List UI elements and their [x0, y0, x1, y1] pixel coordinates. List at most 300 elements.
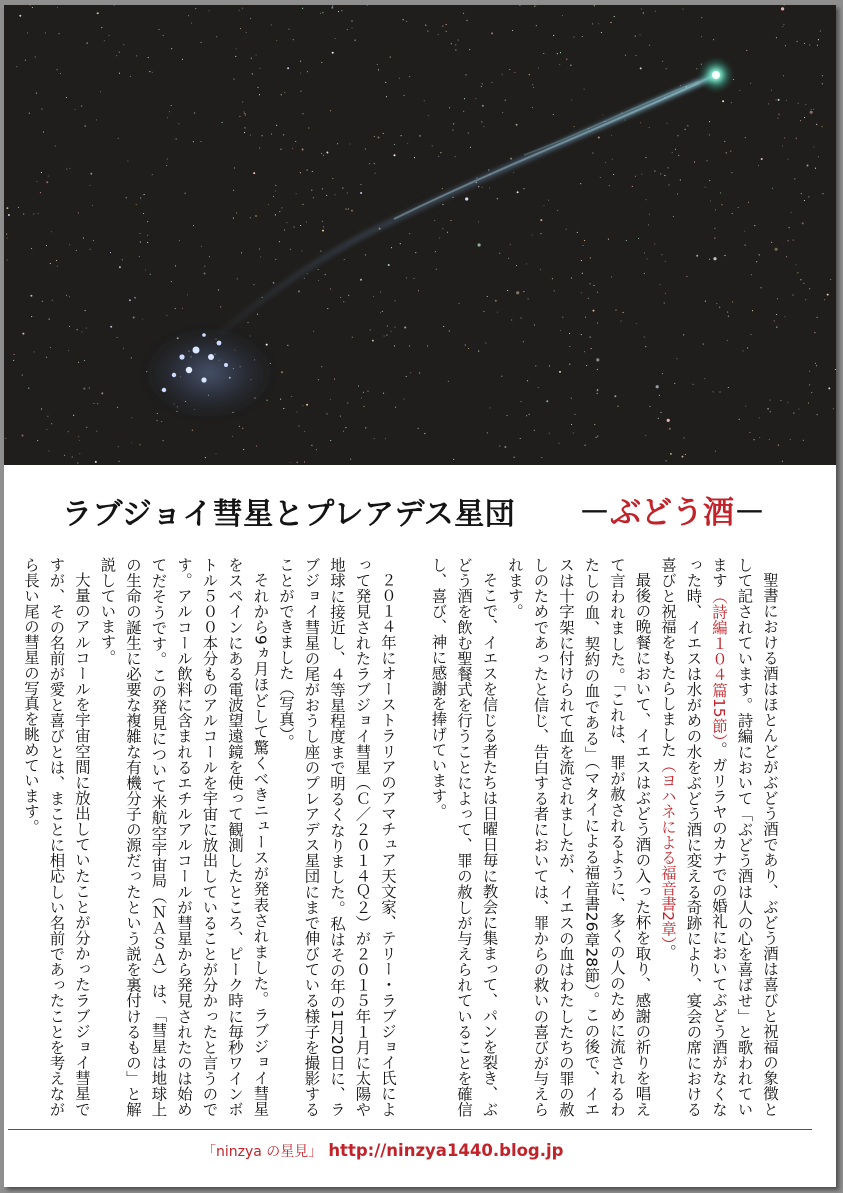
star — [306, 221, 307, 222]
star — [46, 245, 47, 246]
star — [719, 307, 720, 308]
star — [171, 105, 172, 106]
star — [90, 173, 92, 175]
star — [101, 27, 102, 28]
star — [311, 190, 312, 191]
star — [363, 392, 364, 393]
star — [302, 8, 303, 9]
star — [809, 371, 810, 372]
star — [739, 90, 740, 91]
star — [84, 360, 85, 361]
star — [240, 28, 241, 29]
star — [809, 384, 810, 385]
star — [279, 211, 280, 212]
star — [465, 197, 468, 200]
star — [463, 111, 464, 112]
star — [793, 240, 794, 241]
star — [117, 337, 118, 338]
star — [701, 36, 702, 37]
star — [645, 346, 646, 347]
star — [596, 358, 599, 361]
star — [701, 17, 702, 18]
star — [505, 100, 506, 101]
star — [453, 197, 454, 198]
star — [60, 73, 61, 74]
star — [406, 376, 407, 377]
star — [649, 127, 650, 128]
star — [680, 85, 681, 86]
star — [302, 204, 303, 205]
star — [822, 83, 823, 84]
star — [348, 208, 349, 209]
star — [796, 138, 797, 139]
star — [510, 158, 512, 160]
star — [478, 186, 479, 187]
star — [242, 8, 243, 9]
star — [809, 44, 810, 45]
star — [436, 269, 437, 270]
star — [77, 462, 78, 463]
star — [489, 407, 490, 408]
star — [768, 103, 769, 104]
star — [574, 414, 575, 415]
star — [615, 310, 616, 311]
star — [349, 143, 350, 144]
star — [123, 44, 124, 45]
star — [409, 345, 410, 346]
star — [581, 260, 582, 261]
star — [84, 125, 86, 127]
star — [40, 192, 41, 193]
star — [744, 231, 745, 232]
star — [811, 109, 812, 110]
star — [623, 312, 624, 313]
star — [507, 290, 508, 291]
star — [617, 406, 618, 407]
star — [581, 292, 582, 293]
star — [374, 136, 375, 137]
star — [660, 173, 661, 174]
star — [705, 301, 706, 302]
star — [818, 156, 819, 157]
star — [538, 387, 539, 388]
star — [516, 265, 517, 266]
star — [670, 453, 672, 455]
star — [721, 204, 722, 205]
star — [215, 453, 216, 454]
paragraph-6: 大量のアルコールを宇宙空間に放出していたことが分かったラブジョイ彗星ですが、その名前が愛と喜びとは、まことに相応しい名前であったことを考えながら長い尾の彗星の写真を眺めています。 — [22, 557, 91, 1117]
star — [46, 429, 47, 430]
star — [126, 197, 127, 198]
star — [69, 244, 70, 245]
star — [730, 151, 731, 152]
star — [327, 414, 328, 415]
star — [566, 59, 567, 60]
star — [304, 461, 305, 462]
star — [640, 67, 642, 69]
star — [46, 357, 47, 358]
star — [83, 388, 85, 390]
star — [182, 59, 183, 60]
star — [232, 436, 233, 437]
star — [101, 392, 103, 394]
star — [625, 55, 626, 56]
star — [759, 417, 760, 418]
star — [455, 44, 456, 45]
star — [167, 117, 168, 118]
star — [638, 238, 639, 239]
star — [466, 20, 467, 21]
star — [552, 278, 553, 279]
star — [351, 210, 353, 212]
star — [377, 64, 378, 65]
star — [714, 228, 715, 229]
star — [48, 450, 49, 451]
star — [566, 229, 567, 230]
star — [754, 225, 755, 226]
star — [672, 152, 673, 153]
star — [446, 31, 447, 32]
star — [442, 204, 443, 205]
star — [222, 122, 223, 123]
star — [166, 315, 167, 316]
star — [78, 212, 79, 213]
star — [442, 26, 443, 27]
star — [588, 298, 589, 299]
star — [139, 256, 140, 257]
star — [394, 144, 395, 145]
star — [761, 158, 763, 160]
star — [205, 457, 206, 458]
star — [635, 176, 636, 177]
star — [256, 54, 257, 55]
star — [654, 243, 655, 244]
star — [66, 169, 67, 170]
star — [475, 98, 476, 99]
star — [720, 192, 721, 193]
star — [523, 341, 524, 342]
star — [593, 310, 595, 312]
star — [369, 163, 370, 164]
star — [6, 234, 7, 235]
star — [25, 60, 26, 61]
star — [119, 266, 121, 268]
star — [801, 193, 802, 194]
star — [450, 220, 451, 221]
star — [256, 446, 257, 447]
star — [788, 240, 789, 241]
star — [553, 114, 554, 115]
star — [300, 73, 301, 74]
star — [815, 363, 816, 364]
star — [244, 112, 245, 113]
star — [250, 135, 251, 136]
star — [611, 276, 612, 277]
star — [209, 256, 210, 257]
star — [355, 39, 356, 40]
star — [782, 461, 783, 462]
star — [386, 96, 387, 97]
star — [714, 238, 715, 239]
star — [508, 258, 509, 259]
star — [794, 178, 795, 179]
star — [782, 145, 783, 146]
star — [468, 133, 469, 134]
star — [114, 5, 115, 6]
star — [193, 141, 194, 142]
star — [571, 398, 572, 399]
star — [363, 406, 364, 407]
star — [645, 435, 646, 436]
star — [662, 61, 663, 62]
star — [66, 295, 67, 296]
star — [370, 329, 371, 330]
star — [571, 278, 572, 279]
star — [620, 320, 621, 321]
star — [438, 34, 439, 35]
star — [783, 24, 784, 25]
star — [592, 23, 593, 24]
star — [281, 94, 282, 95]
star — [540, 269, 541, 270]
star — [771, 90, 772, 91]
star — [817, 317, 818, 318]
star — [384, 335, 385, 336]
document-title: ラブジョイ彗星とプレアデス星団 — [62, 497, 516, 532]
footer-divider — [8, 1129, 812, 1130]
star — [793, 413, 794, 414]
star — [73, 415, 74, 416]
star — [275, 214, 276, 215]
star — [220, 306, 221, 307]
star — [668, 184, 669, 185]
star — [533, 87, 534, 88]
star — [57, 7, 58, 8]
star — [147, 242, 148, 243]
star — [385, 438, 386, 439]
star — [824, 299, 825, 300]
star — [29, 113, 30, 114]
star — [540, 233, 541, 234]
star — [816, 365, 817, 366]
star — [243, 449, 244, 450]
star — [585, 445, 586, 446]
star — [300, 225, 301, 226]
star — [497, 312, 498, 313]
star — [644, 273, 645, 274]
star — [327, 308, 328, 309]
star — [182, 308, 183, 309]
star — [745, 137, 746, 138]
star — [451, 43, 452, 44]
star — [320, 251, 321, 252]
john-reference: （ヨハネによる福音書2章） — [659, 757, 677, 945]
star — [517, 191, 519, 193]
comet-photo — [4, 5, 836, 465]
star — [257, 314, 258, 315]
star — [326, 195, 327, 196]
star — [127, 160, 128, 161]
star — [724, 255, 725, 256]
star — [646, 199, 647, 200]
star — [136, 204, 137, 205]
star — [535, 4, 536, 5]
star — [296, 193, 297, 194]
star — [283, 408, 284, 409]
document-page — [4, 5, 836, 1187]
star — [49, 319, 50, 320]
star — [614, 395, 616, 397]
star — [307, 273, 308, 274]
star — [284, 230, 285, 231]
star — [520, 438, 521, 439]
star — [208, 10, 209, 11]
star — [246, 32, 247, 33]
star — [532, 84, 533, 85]
star — [534, 430, 535, 431]
star — [32, 7, 33, 8]
star — [800, 279, 801, 280]
star — [813, 146, 814, 147]
star — [85, 310, 86, 311]
star — [584, 89, 585, 90]
star — [413, 278, 414, 279]
star — [728, 316, 729, 317]
star — [526, 263, 527, 264]
star — [600, 177, 601, 178]
star — [506, 415, 507, 416]
star — [75, 109, 76, 110]
star — [149, 71, 150, 72]
star — [526, 415, 527, 416]
star — [404, 95, 405, 96]
star — [649, 406, 650, 407]
star — [6, 207, 8, 209]
star — [776, 327, 777, 328]
star — [306, 404, 308, 406]
star — [685, 129, 686, 130]
star — [538, 68, 539, 69]
star — [786, 100, 787, 101]
star — [69, 296, 70, 297]
star — [79, 440, 80, 441]
star — [343, 301, 344, 302]
star — [582, 36, 583, 37]
star — [163, 440, 164, 441]
star — [119, 52, 120, 53]
psalm-reference: （詩編１０４篇15節） — [710, 588, 728, 742]
star — [487, 432, 488, 433]
star — [237, 278, 238, 279]
star — [304, 278, 305, 279]
star — [373, 296, 374, 297]
blog-name: 「ninzya の星見」 — [202, 1144, 323, 1160]
star — [813, 109, 814, 110]
star — [611, 135, 612, 136]
star — [658, 418, 659, 419]
star — [585, 317, 586, 318]
star — [35, 56, 36, 57]
star — [302, 149, 304, 151]
star — [592, 153, 593, 154]
star — [166, 165, 167, 166]
star — [751, 274, 752, 275]
star — [732, 301, 733, 302]
star — [110, 252, 111, 253]
star — [394, 327, 395, 328]
star — [77, 329, 78, 330]
star — [680, 179, 681, 180]
star — [382, 311, 383, 312]
star — [601, 32, 602, 33]
star — [150, 274, 151, 275]
star — [569, 364, 570, 365]
star — [287, 345, 288, 346]
star — [394, 345, 395, 346]
star — [79, 453, 80, 454]
star — [833, 408, 834, 409]
star — [810, 111, 813, 114]
star — [96, 431, 97, 432]
star — [119, 461, 120, 462]
star — [391, 247, 392, 248]
star — [767, 408, 769, 410]
blog-url-link[interactable]: http://ninzya1440.blog.jp — [328, 1141, 564, 1160]
star — [491, 32, 493, 34]
star — [590, 337, 591, 338]
star — [594, 424, 595, 425]
subtitle-text: ぶどう酒 — [610, 495, 734, 531]
star — [419, 372, 420, 373]
star — [22, 375, 23, 376]
star — [709, 259, 710, 260]
star — [386, 335, 387, 336]
star — [140, 242, 141, 243]
star — [418, 428, 419, 429]
star — [6, 238, 7, 239]
star — [665, 293, 666, 294]
star — [201, 42, 202, 43]
star — [664, 302, 665, 303]
star — [519, 5, 520, 6]
star — [34, 351, 35, 352]
star — [322, 188, 323, 189]
star — [769, 439, 770, 440]
star — [771, 242, 772, 243]
star — [593, 285, 594, 286]
star — [716, 303, 717, 304]
star — [330, 399, 331, 400]
star — [455, 50, 456, 51]
star — [776, 314, 777, 315]
star — [432, 145, 433, 146]
star — [790, 439, 791, 440]
star — [262, 135, 263, 136]
star — [192, 430, 193, 431]
star — [759, 437, 760, 438]
star — [300, 91, 301, 92]
star — [553, 35, 554, 36]
star — [709, 180, 710, 181]
star — [268, 204, 269, 205]
star — [797, 41, 798, 42]
star — [234, 167, 235, 168]
star — [546, 400, 548, 402]
star — [16, 66, 17, 67]
star — [367, 5, 368, 6]
star — [760, 287, 761, 288]
star — [83, 238, 84, 239]
